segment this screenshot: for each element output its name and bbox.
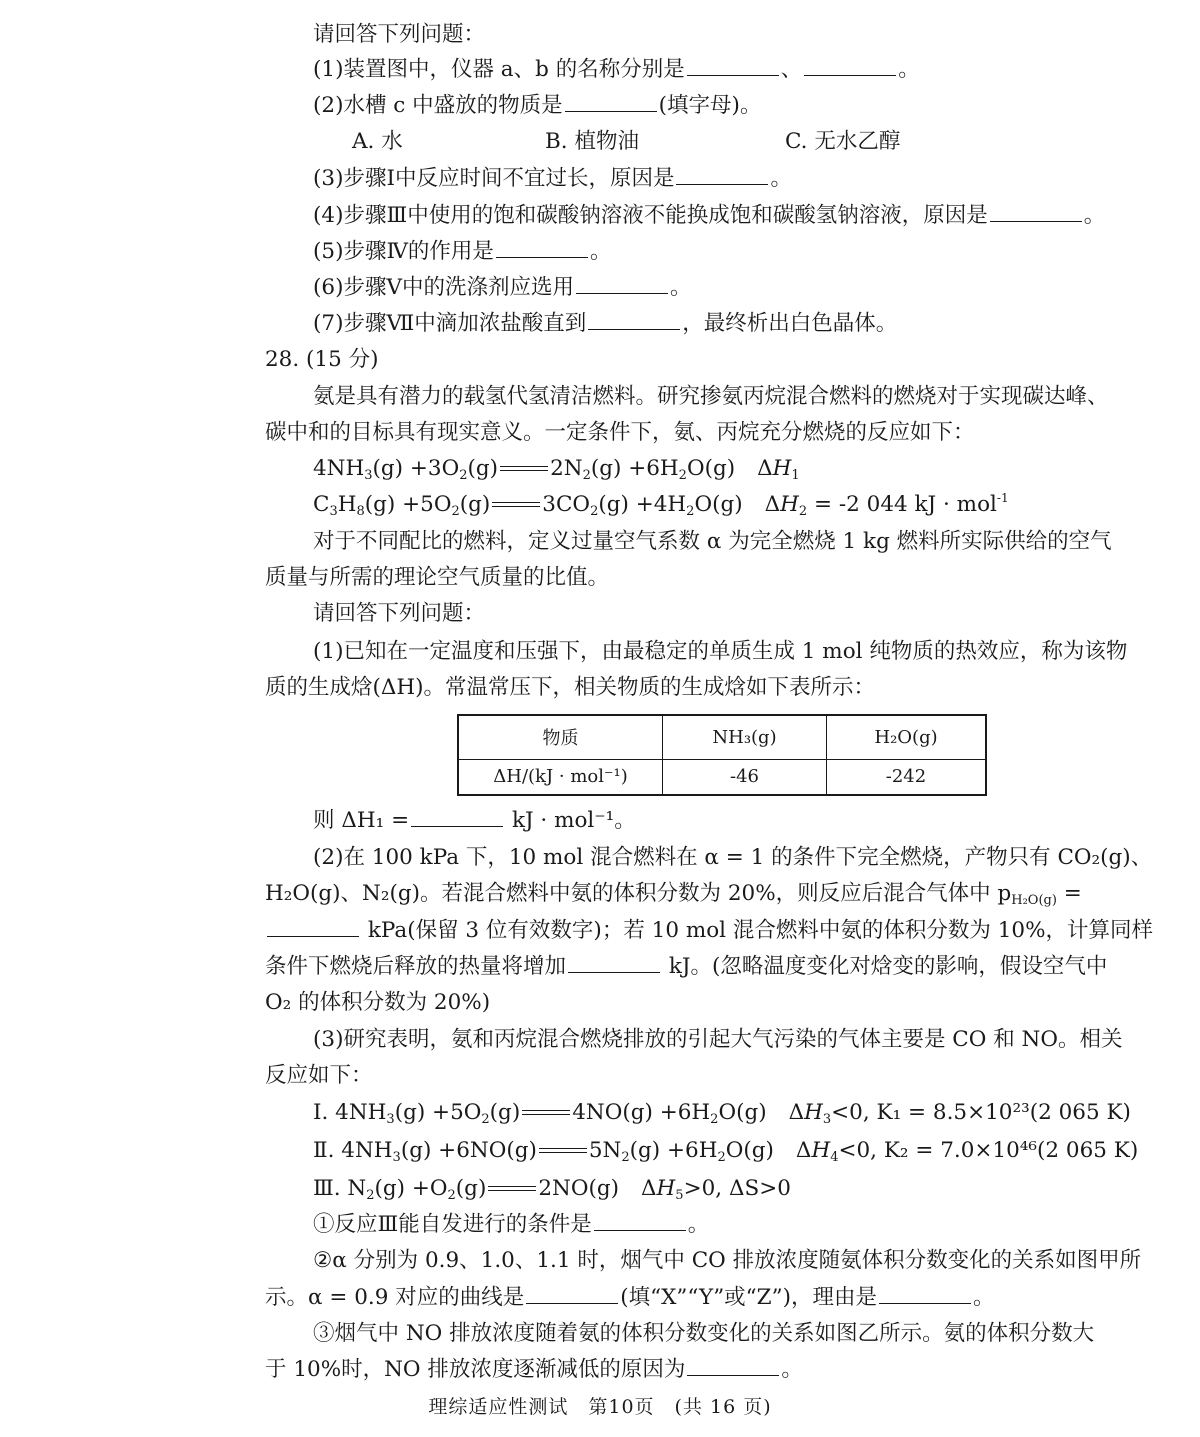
answer-blank[interactable] (411, 808, 503, 827)
s2-line4-tail: kJ。(忽略温度变化对焓变的影响，假设空气中 (668, 954, 1108, 979)
q28-ask: 请回答下列问题： (313, 601, 486, 626)
q28-para2-line2: 质量与所需的理论空气质量的比值。 (265, 565, 610, 590)
q27-part2-text: (2)水槽 c 中盛放的物质是 (313, 93, 563, 118)
answer-blank[interactable] (879, 1285, 971, 1304)
table-header-cell: NH₃(g) (663, 715, 827, 759)
q28-s1-line1: (1)已知在一定温度和压强下，由最稳定的单质生成 1 mol 纯物质的热效应，称为该物 (313, 639, 1128, 664)
q27-part7 (313, 309, 897, 339)
q27-part2-tail: (填字母)。 (658, 93, 762, 118)
q28-para1-line1: 氨是具有潜力的载氢代氢清洁燃料。研究掺氨丙烷混合燃料的燃烧对于实现碳达峰、 (313, 384, 1109, 409)
reaction-propane-combustion: $C_3H_8(g) +5O_2(g)$ $3CO_2(g) +4H_2O(g) \Delta H_2 = -2$ 044 kJ · mol$^{-1}$ (313, 491, 1009, 519)
answer-blank[interactable] (687, 57, 779, 76)
q28-c3-line2 (265, 1355, 803, 1385)
separator: 、 (780, 57, 803, 82)
answer-blank[interactable] (676, 166, 768, 185)
q27-part6-text: (6)步骤Ⅴ中的洗涤剂应选用 (313, 275, 574, 300)
q28-c1 (313, 1210, 709, 1240)
answer-blank[interactable] (804, 57, 896, 76)
q28-s2-line5: O₂ 的体积分数为 20%) (265, 990, 491, 1015)
punct: 。 (770, 166, 792, 191)
answer-blank[interactable] (594, 1212, 686, 1231)
c1-text: ①反应Ⅲ能自发进行的条件是 (313, 1212, 592, 1237)
enthalpy-table (457, 714, 987, 796)
option-c: C. 无水乙醇 (785, 129, 901, 154)
c2-mid: (填“X”“Y”或“Z”)，理由是 (620, 1285, 877, 1310)
punct: 。 (687, 1212, 710, 1237)
q28-s3-line1: (3)研究表明，氨和丙烷混合燃烧排放的引起大气污染的气体主要是 CO 和 NO。相关 (313, 1027, 1123, 1052)
table-header-cell: H₂O(g) (827, 715, 987, 759)
reaction-3-k: >0, ΔS>0 (683, 1176, 791, 1201)
answer-blank[interactable] (990, 203, 1082, 222)
q27-part4-text: (4)步骤Ⅲ中使用的饱和碳酸钠溶液不能换成饱和碳酸氢钠溶液，原因是 (313, 203, 988, 228)
q28-c3-line1: ③烟气中 NO 排放浓度随着氨的体积分数变化的关系如图乙所示。氨的体积分数大 (313, 1321, 1095, 1346)
answer-blank[interactable] (687, 1357, 779, 1376)
q28-s2-line1: (2)在 100 kPa 下，10 mol 混合燃料在 α = 1 的条件下完全燃烧，产物只有 CO₂(g)、 (313, 845, 1153, 870)
q28-s1-line2: 质的生成焓(ΔH)。常温常压下，相关物质的生成焓如下表所示： (265, 675, 876, 700)
answer-blank[interactable] (568, 954, 660, 973)
punct: 。 (973, 1285, 995, 1310)
answer-blank[interactable] (526, 1285, 618, 1304)
option-b: B. 植物油 (545, 129, 639, 154)
reaction-2-k: <0, K₂ = 7.0×10⁴⁶(2 065 K) (838, 1138, 1139, 1163)
q28-s2-line3 (265, 916, 1153, 946)
c3-text: 于 10%时，NO 排放浓度逐渐减低的原因为 (265, 1357, 686, 1382)
punct: 。 (898, 57, 920, 82)
q28-s2-line2: H₂O(g)、N₂(g)。若混合燃料中氨的体积分数为 20%，则反应后混合气体中 $p_{H_2O(g)}$ = (265, 881, 1082, 908)
q27-part7-tail: ，最终析出白色晶体。 (682, 311, 898, 336)
s1-answer-prefix: 则 ΔH₁ = (313, 808, 410, 833)
answer-blank[interactable] (267, 918, 359, 937)
q28-c2-line2 (265, 1283, 995, 1313)
reaction-1-k: <0, K₁ = 8.5×10²³(2 065 K) (831, 1100, 1131, 1125)
answer-blank[interactable] (496, 239, 588, 258)
table-cell: -242 (827, 759, 987, 795)
table-row (458, 759, 986, 795)
intro-text: 请回答下列问题： (313, 22, 486, 47)
q28-c2-line1: ②α 分别为 0.9、1.0、1.1 时，烟气中 CO 排放浓度随氨体积分数变化的关系如图甲所 (313, 1248, 1142, 1273)
c2-text: 示。α = 0.9 对应的曲线是 (265, 1285, 525, 1310)
dh2-value: = -2 044 kJ · mol (814, 492, 997, 517)
punct: 。 (589, 239, 612, 264)
table-row (458, 715, 986, 759)
reaction-1: Ⅰ. $4NH_3(g) +5O_2(g)$ $4NO(g) +6H_2O(g)$ $\Delta H_3<0$, K₁ = 8.5×10²³(2 065 K) (313, 1100, 1131, 1127)
q28-s2-line4 (265, 952, 1107, 982)
option-a: A. 水 (352, 129, 403, 154)
q28-para1-line2: 碳中和的目标具有现实意义。一定条件下，氨、丙烷充分燃烧的反应如下： (265, 420, 975, 445)
s2-line2-text: H₂O(g)、N₂(g)。若混合燃料中氨的体积分数为 20%，则反应后混合气体中 p (265, 881, 1012, 906)
q27-part4 (313, 201, 1105, 231)
answer-blank[interactable] (588, 311, 680, 330)
reaction-2: Ⅱ. $4NH_3(g) +6NO(g)$ $5N_2(g) +6H_2O(g)$ $\Delta H_4<0$, K₂ = 7.0×10⁴⁶(2 065 K) (313, 1138, 1139, 1165)
q27-part7-text: (7)步骤Ⅶ中滴加浓盐酸直到 (313, 311, 587, 336)
s2-line3-text: kPa(保留 3 位有效数字)；若 10 mol 混合燃料中氨的体积分数为 10%，计算同样 (367, 918, 1154, 943)
punct: 。 (781, 1357, 803, 1382)
q27-part3-text: (3)步骤Ⅰ中反应时间不宜过长，原因是 (313, 166, 675, 191)
answer-blank[interactable] (565, 93, 657, 112)
q27-part1 (313, 55, 920, 85)
q27-part5-text: (5)步骤Ⅳ的作用是 (313, 239, 494, 264)
q27-part5 (313, 237, 611, 267)
q28-para2-line1: 对于不同配比的燃料，定义过量空气系数 α 为完全燃烧 1 kg 燃料所实际供给的空气 (313, 529, 1112, 554)
s1-answer-unit: kJ · mol⁻¹。 (511, 808, 636, 833)
q27-part3 (313, 164, 792, 194)
q27-part6 (313, 273, 692, 303)
q28-s3-line2: 反应如下： (265, 1063, 373, 1088)
s2-line4-text: 条件下燃烧后释放的热量将增加 (265, 954, 567, 979)
punct: 。 (1083, 203, 1106, 228)
q27-part2 (313, 91, 761, 121)
q28-heading: 28. (15 分) (265, 347, 379, 372)
reaction-nh3-combustion: $4NH_3(g) +3O_2(g)$ $2N_2(g) +6H_2O(g)$ $\Delta H_1$ (313, 456, 800, 483)
table-cell: -46 (663, 759, 827, 795)
answer-blank[interactable] (576, 275, 668, 294)
table-row-label: ΔH/(kJ · mol⁻¹) (458, 759, 663, 795)
q27-part1-text: (1)装置图中，仪器 a、b 的名称分别是 (313, 57, 685, 82)
reaction-3: Ⅲ. $N_2(g) +O_2(g)$ 2NO(g) $\Delta H_5>0$, ΔS>0 (313, 1176, 791, 1203)
page-footer: 理综适应性测试 第10页 (共 16 页) (428, 1396, 772, 1418)
table-header-cell: 物质 (458, 715, 663, 759)
q28-s1-answer (313, 806, 636, 836)
punct: 。 (669, 275, 692, 300)
